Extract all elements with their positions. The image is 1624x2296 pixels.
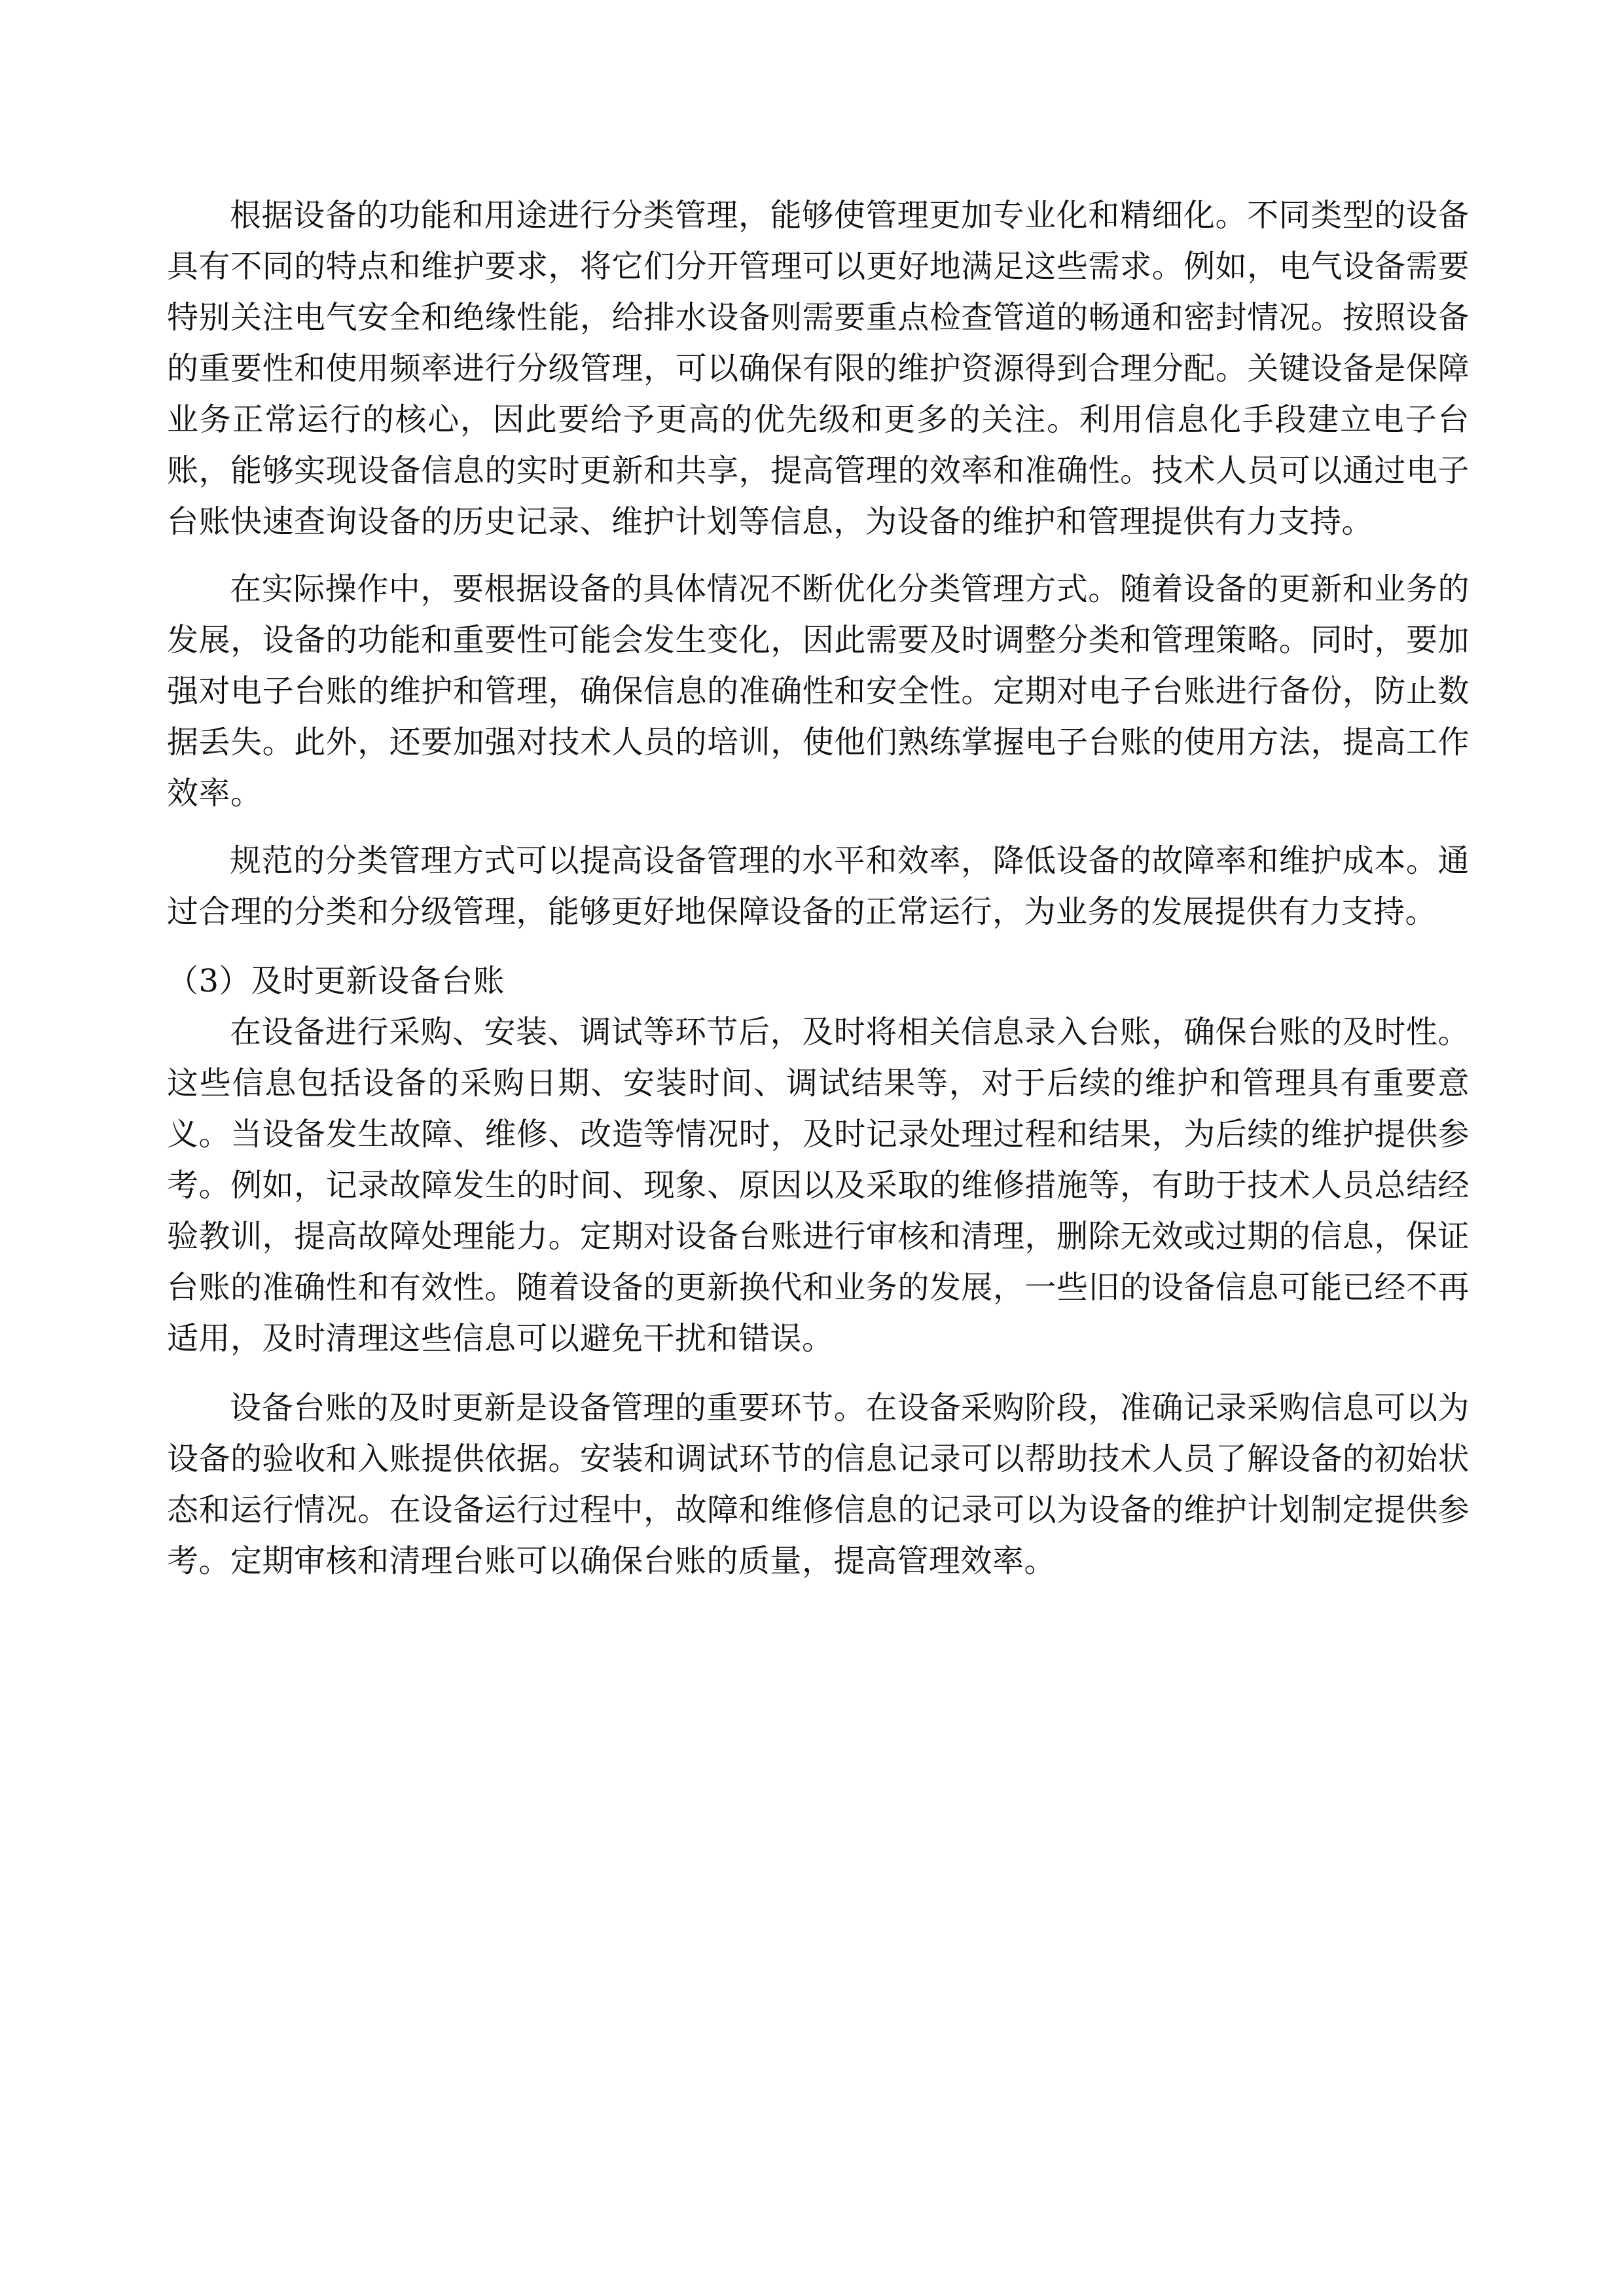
document-page (167, 190, 1470, 1587)
paragraph-classification-management: 根据设备的功能和用途进行分类管理，能够使管理更加专业化和精细化。不同类型的设备具有不同的特点和维护要求，将它们分开管理可以更好地满足这些需求。例如，电气设备需要特别关注电气安全和绝缘性能，给排水设备则需要重点检查管道的畅通和密封情况。按照设备的重要性和使用频率进行分级管理，可以确保有限的维护资源得到合理分配。关键设备是保障业务正常运行的核心，因此要给予更高的优先级和更多的关注。利用信息化手段建立电子台账，能够实现设备信息的实时更新和共享，提高管理的效率和准确性。技术人员可以通过电子台账快速查询设备的历史记录、维护计划等信息，为设备的维护和管理提供有力支持。 (167, 197, 1470, 540)
paragraph-practical-operation: 在实际操作中，要根据设备的具体情况不断优化分类管理方式。随着设备的更新和业务的发展，设备的功能和重要性可能会发生变化，因此需要及时调整分类和管理策略。同时，要加强对电子台账的维护和管理，确保信息的准确性和安全性。定期对电子台账进行备份，防止数据丢失。此外，还要加强对技术人员的培训，使他们熟练掌握电子台账的使用方法，提高工作效率。 (167, 571, 1470, 812)
paragraph-ledger-update: 在设备进行采购、安装、调试等环节后，及时将相关信息录入台账，确保台账的及时性。这些信息包括设备的采购日期、安装时间、调试结果等，对于后续的维护和管理具有重要意义。当设备发生故障、维修、改造等情况时，及时记录处理过程和结果，为后续的维护提供参考。例如，记录故障发生的时间、现象、原因以及采取的维修措施等，有助于技术人员总结经验教训，提高故障处理能力。定期对设备台账进行审核和清理，删除无效或过期的信息，保证台账的准确性和有效性。随着设备的更新换代和业务的发展，一些旧的设备信息可能已经不再适用，及时清理这些信息可以避免干扰和错误。 (167, 1014, 1470, 1357)
section-heading: （3）及时更新设备台账 (167, 963, 505, 999)
paragraph-standard-management: 规范的分类管理方式可以提高设备管理的水平和效率，降低设备的故障率和维护成本。通过合理的分类和分级管理，能够更好地保障设备的正常运行，为业务的发展提供有力支持。 (167, 842, 1470, 930)
paragraph-ledger-importance: 设备台账的及时更新是设备管理的重要环节。在设备采购阶段，准确记录采购信息可以为设备的验收和入账提供依据。安装和调试环节的信息记录可以帮助技术人员了解设备的初始状态和运行情况。在设备运行过程中，故障和维修信息的记录可以为设备的维护计划制定提供参考。定期审核和清理台账可以确保台账的质量，提高管理效率。 (167, 1390, 1470, 1579)
